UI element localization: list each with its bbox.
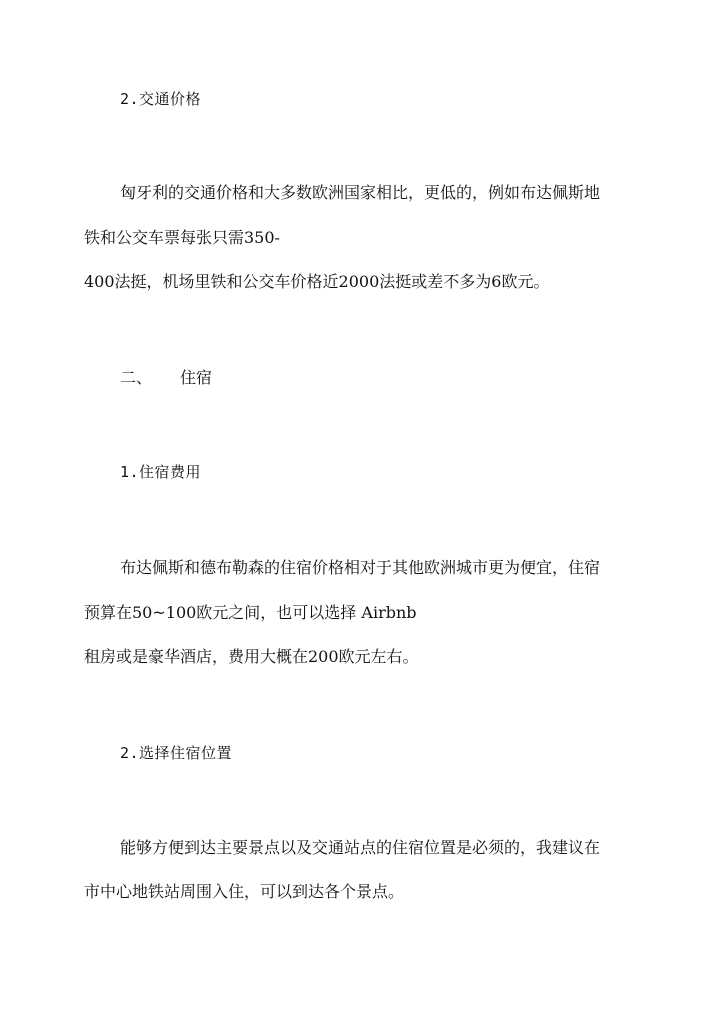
major-heading-number: 二、 — [120, 368, 153, 387]
paragraph-line: 预算在50~100欧元之间，也可以选择 Airbnb — [84, 603, 417, 622]
section-heading-accommodation-cost: 1.住宿费用 — [120, 463, 202, 481]
section-heading-accommodation-location: 2.选择住宿位置 — [120, 744, 233, 762]
major-heading-accommodation — [120, 368, 212, 388]
paragraph-line: 租房或是豪华酒店，费用大概在200欧元左右。 — [84, 647, 419, 666]
paragraph-line: 铁和公交车票每张只需350- — [84, 228, 280, 247]
paragraph-line: 能够方便到达主要景点以及交通站点的住宿位置是必须的，我建议在 — [120, 838, 601, 857]
paragraph-line: 布达佩斯和德布勒森的住宿价格相对于其他欧洲城市更为便宜，住宿 — [120, 558, 601, 577]
section-heading-transport-price: 2.交通价格 — [120, 90, 202, 108]
paragraph-line: 匈牙利的交通价格和大多数欧洲国家相比，更低的，例如布达佩斯地 — [120, 183, 601, 202]
paragraph-line: 400法挺，机场里铁和公交车价格近2000法挺或差不多为6欧元。 — [84, 272, 550, 291]
paragraph-line: 市中心地铁站周围入住，可以到达各个景点。 — [84, 882, 405, 901]
major-heading-text: 住宿 — [180, 368, 213, 387]
